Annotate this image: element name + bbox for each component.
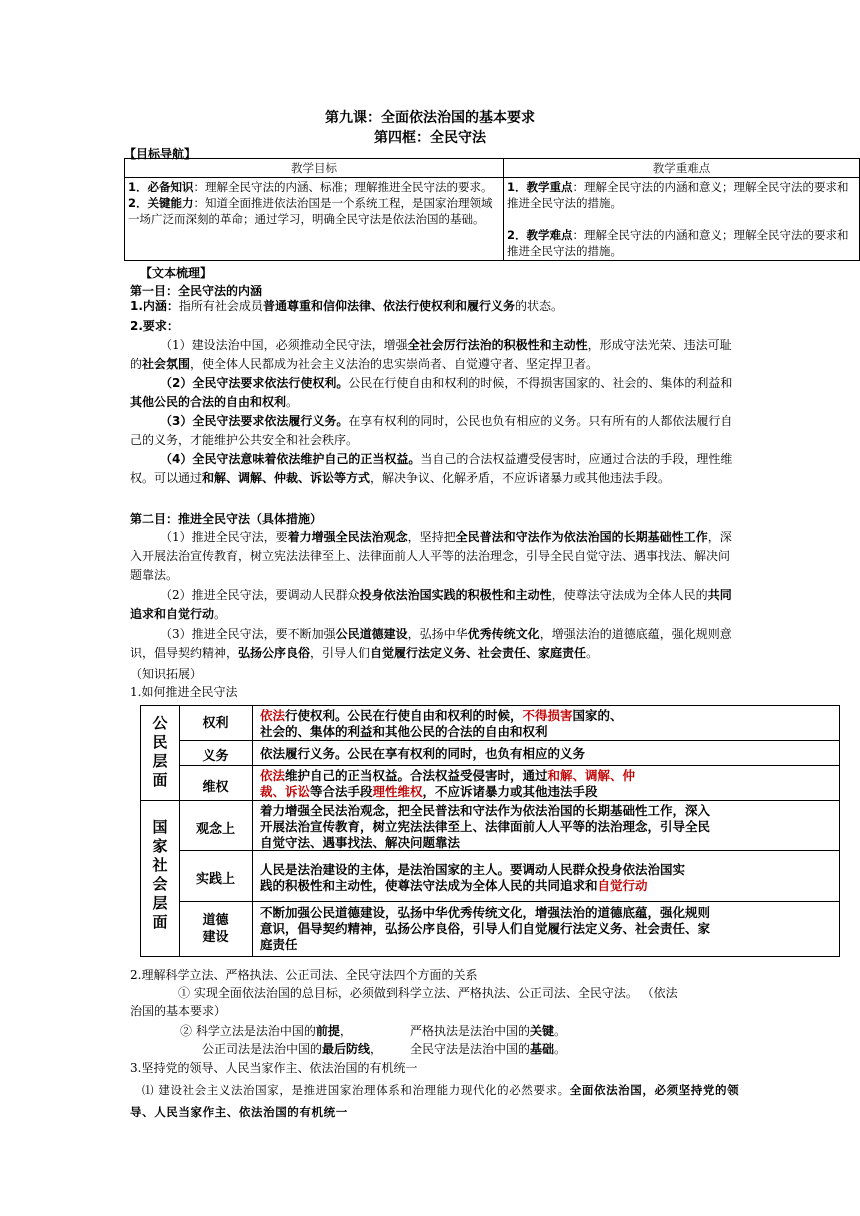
q3-h: ，引导人们 — [310, 646, 371, 660]
group-char: 民 — [152, 733, 168, 751]
text: ⑴ 建设社会主义法治国家，是推进国家治理体系和治理能力现代化的必然要求。 — [142, 1083, 570, 1097]
text: 维护自己的正当权益。合法权益受侵害时，通过 — [285, 768, 548, 783]
goal2-label: 2．关键能力 — [128, 196, 194, 210]
para-3 — [130, 412, 740, 450]
p1-e: 社会氛围 — [142, 357, 191, 371]
group-char: 会 — [152, 875, 168, 893]
kz-question-3: 3.坚持党的领导、人民当家作主、依法治国的有机统一 — [130, 1061, 418, 1075]
key2-label: 2．教学难点 — [507, 228, 573, 242]
q3-a: （3）推进全民守法，要不断加强 — [160, 627, 336, 641]
text: 践的积极性和主动性，使尊法守法成为全体人民的共同追求和 — [260, 878, 598, 893]
text: ， — [339, 1024, 352, 1038]
para-4 — [130, 450, 740, 488]
q2-d: 的 — [695, 588, 708, 602]
bold-text: 关键 — [530, 1024, 555, 1038]
relation-2b — [410, 1022, 566, 1041]
divider — [252, 706, 253, 956]
knowledge-table — [140, 705, 840, 957]
group-char: 层 — [152, 752, 168, 770]
q1-f: ，深入开展法治宣传教育，树立宪法法律至上、法律面前人人平等的法治理念，引导全民自觉守法、遇 — [130, 530, 732, 563]
kz-question-2: 2.理解科学立法、严格执法、公正司法、全民守法四个方面的关系 — [130, 968, 478, 982]
group-char: 公 — [152, 714, 168, 732]
q2-e: 共同追求和自觉行动 — [130, 588, 732, 621]
q2-f: 。 — [214, 607, 227, 621]
q1-g: 事找法、解决问题靠法。 — [130, 549, 731, 582]
neihan-text: 指所有社会成员 — [178, 299, 263, 313]
goal-table — [124, 158, 860, 261]
p4-a: （4）全民守法意味着依法维护自己的正当权益。 — [160, 452, 421, 466]
key-col-header: 教学重难点 — [504, 159, 860, 178]
text: ② 科学立法是法治中国的 — [180, 1024, 316, 1038]
text: ， — [370, 1042, 383, 1056]
neihan-line — [130, 297, 563, 316]
measure-2 — [130, 586, 740, 624]
group-char: 面 — [152, 913, 168, 931]
key1-text: ：理解全民守法的内涵和意义；理解全民守法的要求和推进全民守法的措施。 — [507, 180, 849, 210]
row-label-morality-1: 道德 — [202, 913, 229, 928]
p1-d: 法可耻的 — [130, 338, 732, 371]
q3-c: ，弘扬中华 — [407, 627, 468, 641]
p4-b: 当自己的合法权益遭受侵害时，应通过合法的手段， — [420, 452, 697, 466]
text: 国家的、 — [572, 708, 623, 723]
relation-3b — [410, 1040, 566, 1059]
text: 行使权利。公民在行使自由和权利的时候， — [285, 708, 523, 723]
p1-b: 全社会厉行法治的积极性和主动性 — [407, 338, 588, 352]
text: 。 — [554, 1024, 567, 1038]
goal1-text: ：理解全民守法的内涵、标准；理解推进全民守法的要求。 — [193, 180, 493, 194]
q1-c: ，坚持把 — [407, 530, 456, 544]
text: 不断加强公民道德建设，弘扬中华优秀传统文化，增强法治的道德底蕴，强化规则 — [260, 905, 711, 920]
group-char: 社 — [152, 856, 168, 874]
bold-text: 前提 — [315, 1024, 340, 1038]
p3-b: 在享有权利的同时，公民也负有相应的义务。只有所有的人都依法 — [348, 414, 697, 428]
row-label-morality-2: 建设 — [202, 930, 229, 945]
divider — [141, 800, 839, 801]
neihan-label: 1.内涵： — [130, 299, 179, 313]
q1-d: 全民普法和守法作为依法治国的长期基础性工 — [455, 530, 696, 544]
p2-d: 其他公民的合法的自由和权利 — [130, 395, 287, 409]
text: 意识，倡导契约精神，弘扬公序良俗，引导人们自觉履行法定义务、社会责任、家 — [260, 921, 711, 936]
text: 开展法治宣传教育，树立宪法法律至上、法律面前人人平等的法治理念，引导全民 — [260, 819, 711, 834]
neihan-key: 普通尊重和信仰法律、依法行使权利和履行义务 — [262, 299, 515, 313]
red-text: 和解、调解、仲 — [547, 768, 636, 783]
p2-a: （2）全民守法要求依法行使权利。 — [160, 376, 349, 390]
text: 等合法手段 — [310, 784, 373, 799]
yaoqiu-text: 2.要求： — [130, 319, 179, 333]
text: 公正司法是法治中国的 — [202, 1042, 323, 1056]
p1-c: ，形成守法光荣、违 — [587, 338, 696, 352]
group-char: 家 — [152, 837, 168, 855]
key1-label: 1．教学重点 — [507, 180, 573, 194]
bold-text: 坚持党的领导、人民当家作主、依法治国的有机统一 — [130, 1083, 740, 1119]
goal1-label: 1．必备知识 — [128, 180, 194, 194]
q1-a: （1）推进全民守法，要 — [160, 530, 288, 544]
text: 自觉守法、遇事找法、解决问题靠法 — [260, 835, 461, 850]
goal2-text: ：知道全面推进依法治国是一个系统工程，是国家治理领域一场广泛而深刻的革命；通过学习，明确全民守法是依法治国的基础。 — [128, 196, 493, 226]
text: 。 — [554, 1042, 567, 1056]
row-label-protect: 维权 — [202, 780, 229, 795]
q1-b: 着力增强全民法治观念 — [287, 530, 408, 544]
bold-text: 全面依法治国，必须 — [569, 1083, 679, 1097]
last-paragraph — [130, 1079, 742, 1123]
row-label-concept: 观念上 — [195, 822, 235, 837]
red-text: 理性维权 — [372, 784, 423, 799]
measure-1 — [130, 528, 740, 585]
q2-a: （2）推进全民守法，要调动人民群众 — [160, 588, 360, 602]
row-label-rights: 权利 — [202, 716, 229, 731]
q3-j: 。 — [586, 646, 599, 660]
group-char: 层 — [152, 894, 168, 912]
q3-d: 优秀传统文化 — [467, 627, 540, 641]
p2-c: 利益和 — [696, 376, 733, 390]
kz-question-1: 1.如何推进全民守法 — [130, 685, 238, 699]
text: 着力增强全民法治观念，把全民普法和守法作为依法治国的长期基础性工作，深入 — [260, 803, 711, 818]
p3-a: （3）全民守法要求依法履行义务。 — [160, 414, 349, 428]
group-char: 面 — [152, 771, 168, 789]
p4-e: ，解决争议、化解矛盾，不应诉诸暴力或其他违法手 — [370, 471, 647, 485]
row-label-morality — [179, 912, 252, 946]
red-text: 自觉行动 — [597, 878, 648, 893]
group-state-society — [148, 818, 172, 932]
kz-heading: （知识拓展） — [130, 667, 203, 681]
page-subtitle: 第四框：全民守法 — [374, 130, 486, 146]
neihan-end: 的状态。 — [514, 299, 563, 313]
text: 全民守法是法治中国的 — [410, 1042, 531, 1056]
red-text: 依法 — [260, 768, 286, 783]
p1-f: ，使全体人民都成为社会主义法治的忠实崇尚者、自觉遵守者、坚定捍卫者。 — [190, 357, 599, 371]
nav-heading: 【目标导航】 — [124, 147, 197, 161]
red-text: 不得损害 — [522, 708, 573, 723]
q3-e: ，增强法治的道德底蕴，强化 — [539, 627, 696, 641]
para-1 — [130, 336, 740, 374]
section2-title: 第二目：推进全民守法（具体措施） — [130, 512, 323, 526]
relation-1-a: ① 实现全面依法治国的总目标，必须做到科学立法、严格执法、公正司法、全民守法。 （依法 — [178, 986, 678, 1000]
q3-f: 规则意识，倡导契约精神， — [130, 627, 732, 660]
q3-g: 弘扬公序良俗 — [238, 646, 311, 660]
divider — [179, 765, 839, 766]
key2-text: ：理解全民守法的内涵和意义；理解全民守法的要求和推进全民守法的措施。 — [507, 228, 849, 258]
divider — [179, 901, 839, 902]
section1-title: 第一目：全民守法的内涵 — [130, 284, 263, 298]
row-label-practice: 实践上 — [195, 872, 235, 887]
text-heading: 【文本梳理】 — [140, 266, 213, 280]
measure-3 — [130, 625, 740, 663]
row-protect-text — [260, 768, 832, 800]
text: 人民是法治建设的主体，是法治国家的主人。要调动人民群众投身依法治国实 — [260, 862, 686, 877]
p2-e: 。 — [286, 395, 299, 409]
relation-2 — [180, 1022, 352, 1041]
group-char: 国 — [152, 818, 168, 836]
bold-text: 最后防线 — [322, 1042, 371, 1056]
q3-i: 自觉履行法定义务、社会责任、家庭责任 — [370, 646, 587, 660]
row-practice-text — [260, 862, 832, 894]
text: 严格执法是法治中国的 — [410, 1024, 531, 1038]
row-concept-text — [260, 803, 835, 851]
yaoqiu-label — [130, 317, 179, 336]
row-rights-text — [260, 708, 832, 740]
red-text: 依法 — [260, 708, 286, 723]
q2-b: 投身依法治国实践的积极性和主动性 — [359, 588, 552, 602]
relation-3 — [202, 1040, 382, 1059]
p3-c: 履行自己的义务，才能维护公共安全和社会秩序。 — [130, 414, 733, 447]
goal-cell — [125, 178, 504, 261]
key-cell — [504, 178, 860, 261]
text: 庭责任 — [260, 937, 298, 952]
bold-text: 基础 — [530, 1042, 555, 1056]
relation-1-b: 治国的基本要求） — [130, 1004, 227, 1018]
page-title: 第九课：全面依法治国的基本要求 — [325, 110, 535, 126]
row-label-duty: 义务 — [202, 749, 229, 764]
p4-c: 理性维权。可以通过 — [130, 452, 733, 485]
row-duty-text: 依法履行义务。公民在享有权利的同时，也负有相应的义务 — [260, 746, 586, 761]
divider — [179, 740, 839, 741]
row-morality-text — [260, 905, 835, 953]
group-citizen — [148, 714, 172, 790]
p4-f: 段。 — [646, 471, 671, 485]
q1-e: 作 — [695, 530, 708, 544]
p4-d: 和解、调解、仲裁、诉讼等方式 — [202, 471, 371, 485]
para-2 — [130, 374, 740, 412]
red-text: 裁、诉讼 — [260, 784, 311, 799]
p1-a: （1）建设法治中国，必须推动全民守法，增强 — [160, 338, 408, 352]
q2-c: ，使尊法守法成为全体人民 — [551, 588, 696, 602]
q3-b: 公民道德建设 — [335, 627, 408, 641]
text: ，不应诉诸暴力或其他违法手段 — [422, 784, 598, 799]
goal-col-header: 教学目标 — [125, 159, 504, 178]
p2-b: 公民在行使自由和权利的时候，不得损害国家的、社会的、集体的 — [348, 376, 697, 390]
text: 社会的、集体的利益和其他公民的合法的自由和权利 — [260, 724, 548, 739]
